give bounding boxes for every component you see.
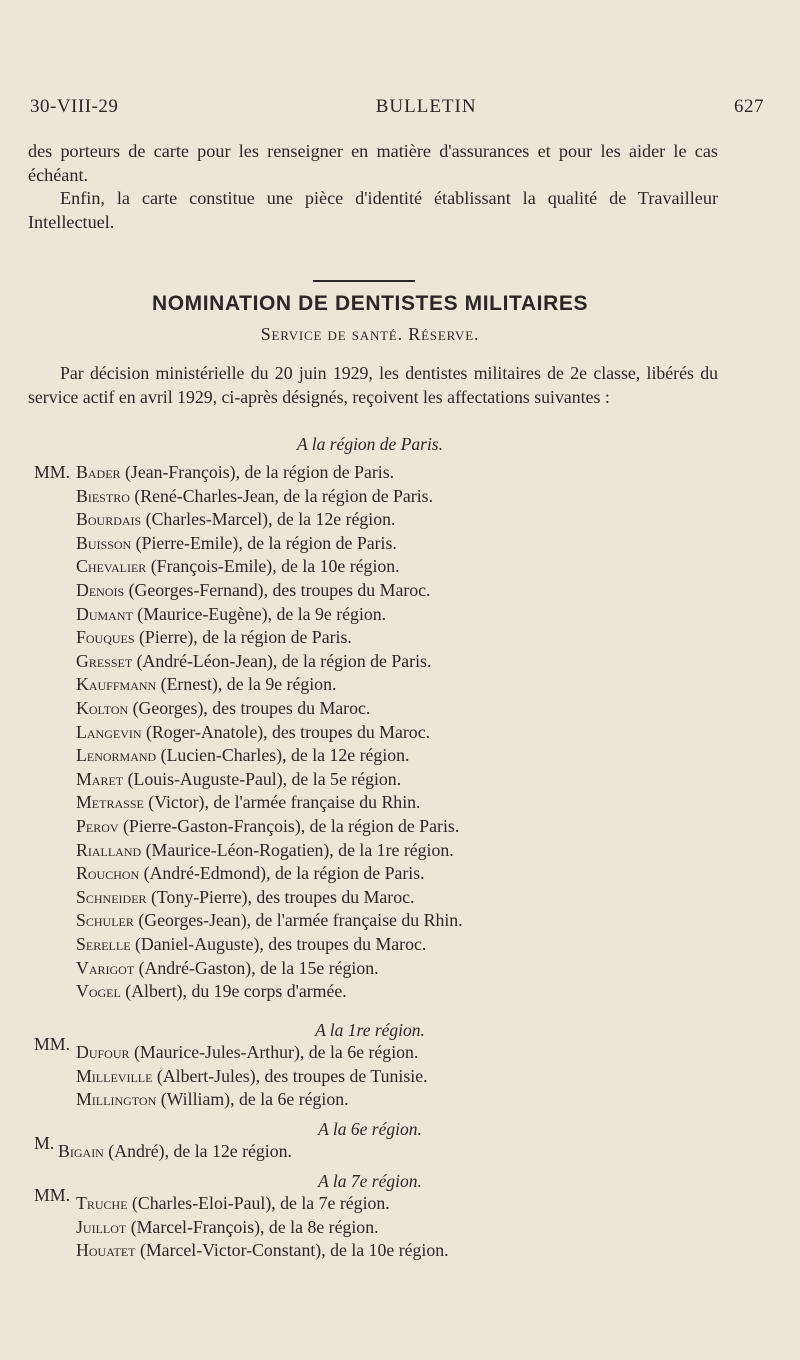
assignment-details: (François-Emile), de la 10e région.: [146, 556, 400, 577]
list-item: [76, 533, 397, 554]
list-item: [76, 792, 420, 813]
list-item: [76, 651, 431, 672]
dentist-name: Perov: [76, 816, 119, 836]
assignment-details: (André-Gaston), de la 15e région.: [134, 957, 379, 978]
list-item: [76, 816, 459, 837]
list-item: [76, 1193, 390, 1214]
region-heading: A la 7e région.: [318, 1171, 422, 1191]
dentist-name: Denois: [76, 580, 125, 600]
dentist-name: Metrasse: [76, 792, 144, 813]
list-item: [76, 1240, 449, 1261]
assignment-details: (Albert-Jules), des troupes de Tunisie.: [152, 1065, 428, 1086]
dentist-name: Millington: [76, 1089, 157, 1110]
list-item: [76, 722, 430, 743]
dentist-name: Gresset: [76, 650, 133, 671]
list-item: [76, 604, 386, 625]
list-item: [76, 863, 425, 884]
assignment-details: (Tony-Pierre), des troupes du Maroc.: [146, 886, 415, 907]
page-number: 627: [733, 96, 764, 117]
intro-paragraph-1: des porteurs de carte pour les renseigner en matière d'assurances et pour les aider le cas échéant.: [28, 141, 718, 185]
dentist-name: Rialland: [76, 839, 142, 860]
list-item: [76, 462, 394, 483]
assignment-details: (Louis-Auguste-Paul), de la 5e région.: [123, 768, 402, 789]
list-item: [76, 769, 401, 790]
dentist-name: Chevalier: [76, 556, 147, 577]
dentist-name: Dufour: [76, 1042, 130, 1062]
list-item: [76, 1089, 349, 1110]
assignment-details: (Marcel-François), de la 8e région.: [126, 1216, 379, 1237]
dentist-name: Juillot: [76, 1216, 127, 1237]
list-item: [76, 509, 395, 530]
list-item: [76, 486, 433, 507]
section-divider: [313, 280, 415, 282]
region-heading: A la 6e région.: [318, 1119, 422, 1139]
dentist-name: Vogel: [76, 981, 121, 1002]
dentist-name: Serelle: [76, 934, 131, 954]
assignment-details: (Ernest), de la 9e région.: [156, 674, 337, 695]
assignment-details: (Maurice-Eugène), de la 9e région.: [132, 603, 387, 624]
assignment-details: (Marcel-Victor-Constant), de la 10e région.: [135, 1240, 449, 1261]
assignment-details: (Georges-Fernand), des troupes du Maroc.: [124, 580, 431, 600]
assignment-details: (Lucien-Charles), de la 12e région.: [156, 745, 410, 766]
assignment-details: (Georges-Jean), de l'armée française du Rhin.: [133, 910, 463, 931]
dentist-name: Schuler: [76, 910, 134, 931]
assignment-details: (Pierre), de la région de Paris.: [134, 627, 352, 648]
list-item: [76, 1217, 379, 1238]
assignment-details: (Victor), de l'armée française du Rhin.: [143, 792, 421, 813]
dentist-name: Houatet: [76, 1240, 136, 1261]
list-item: [76, 910, 463, 931]
assignment-details: (Jean-François), de la région de Paris.: [120, 462, 395, 482]
list-item: [76, 556, 400, 577]
assignment-details: (Maurice-Léon-Rogatien), de la 1re région.: [141, 839, 454, 860]
dentist-name: Fouques: [76, 627, 135, 648]
list-item: [58, 1141, 292, 1162]
assignment-details: (René-Charles-Jean, de la région de Paris.: [129, 485, 434, 506]
dentist-name: Kolton: [76, 698, 129, 718]
dentist-name: Kauffmann: [76, 674, 157, 695]
assignment-details: (Pierre-Emile), de la région de Paris.: [131, 532, 397, 553]
dentist-name: Truche: [76, 1193, 128, 1213]
dentist-name: Rouchon: [76, 863, 140, 884]
assignment-details: (Maurice-Jules-Arthur), de la 6e région.: [129, 1042, 419, 1062]
article-title: NOMINATION DE DENTISTES MILITAIRES: [151, 292, 589, 315]
dentist-name: Milleville: [76, 1065, 153, 1086]
list-item: [76, 840, 454, 861]
assignment-details: (William), de la 6e région.: [156, 1089, 349, 1110]
dentist-name: Schneider: [76, 886, 147, 907]
running-header: [30, 96, 764, 118]
honorific-prefix: MM.: [34, 1034, 71, 1054]
honorific-prefix: MM.: [34, 462, 71, 482]
region-heading: A la région de Paris.: [297, 434, 443, 454]
assignment-details: (Georges), des troupes du Maroc.: [128, 698, 371, 718]
intro-text: [28, 140, 718, 234]
dentist-name: Bigain: [58, 1141, 104, 1161]
dentist-name: Dumant: [76, 603, 133, 624]
assignment-details: (Pierre-Gaston-François), de la région de Paris.: [118, 816, 460, 836]
dentist-name: Bader: [76, 462, 121, 482]
list-item: [76, 887, 414, 908]
header-title: BULLETIN: [375, 96, 477, 117]
assignment-details: (Roger-Anatole), des troupes du Maroc.: [141, 721, 431, 742]
list-item: [76, 745, 409, 766]
list-item: [76, 981, 347, 1002]
honorific-prefix: MM.: [34, 1185, 71, 1205]
assignment-details: (Charles-Eloi-Paul), de la 7e région.: [127, 1193, 390, 1213]
dentist-name: Varigot: [76, 957, 135, 978]
dentist-name: Lenormand: [76, 745, 157, 766]
list-item: [76, 698, 370, 719]
assignment-details: (André-Edmond), de la région de Paris.: [139, 863, 425, 884]
dentist-name: Biestro: [76, 485, 130, 506]
assignment-details: (André), de la 12e région.: [103, 1141, 292, 1161]
list-item: [76, 934, 426, 955]
assignment-details: (Albert), du 19e corps d'armée.: [120, 981, 347, 1002]
list-item: [76, 958, 379, 979]
assignment-details: (Charles-Marcel), de la 12e région.: [141, 509, 396, 530]
header-date: 30-VIII-29: [30, 96, 119, 117]
list-item: [76, 627, 352, 648]
article-subtitle: Service de santé. Réserve.: [260, 324, 480, 344]
intro-paragraph-2: Enfin, la carte constitue une pièce d'identité établissant la qualité de Travailleur Intellectuel.: [28, 188, 718, 232]
list-item: [76, 580, 431, 601]
list-item: [76, 674, 336, 695]
region-heading: A la 1re région.: [315, 1020, 425, 1040]
list-item: [76, 1066, 428, 1087]
honorific-prefix: M.: [34, 1133, 55, 1153]
dentist-name: Langevin: [76, 721, 142, 742]
dentist-name: Buisson: [76, 532, 132, 553]
decision-paragraph: Par décision ministérielle du 20 juin 1929, les dentistes militaires de 2e classe, libérés du service actif en avril 1929, ci-après désignés, reçoivent les affectations suivantes :: [28, 363, 718, 407]
list-item: [76, 1042, 418, 1063]
dentist-name: Bourdais: [76, 509, 142, 530]
dentist-name: Maret: [76, 768, 124, 789]
assignment-details: (Daniel-Auguste), des troupes du Maroc.: [130, 934, 427, 954]
assignment-details: (André-Léon-Jean), de la région de Paris.: [132, 650, 432, 671]
